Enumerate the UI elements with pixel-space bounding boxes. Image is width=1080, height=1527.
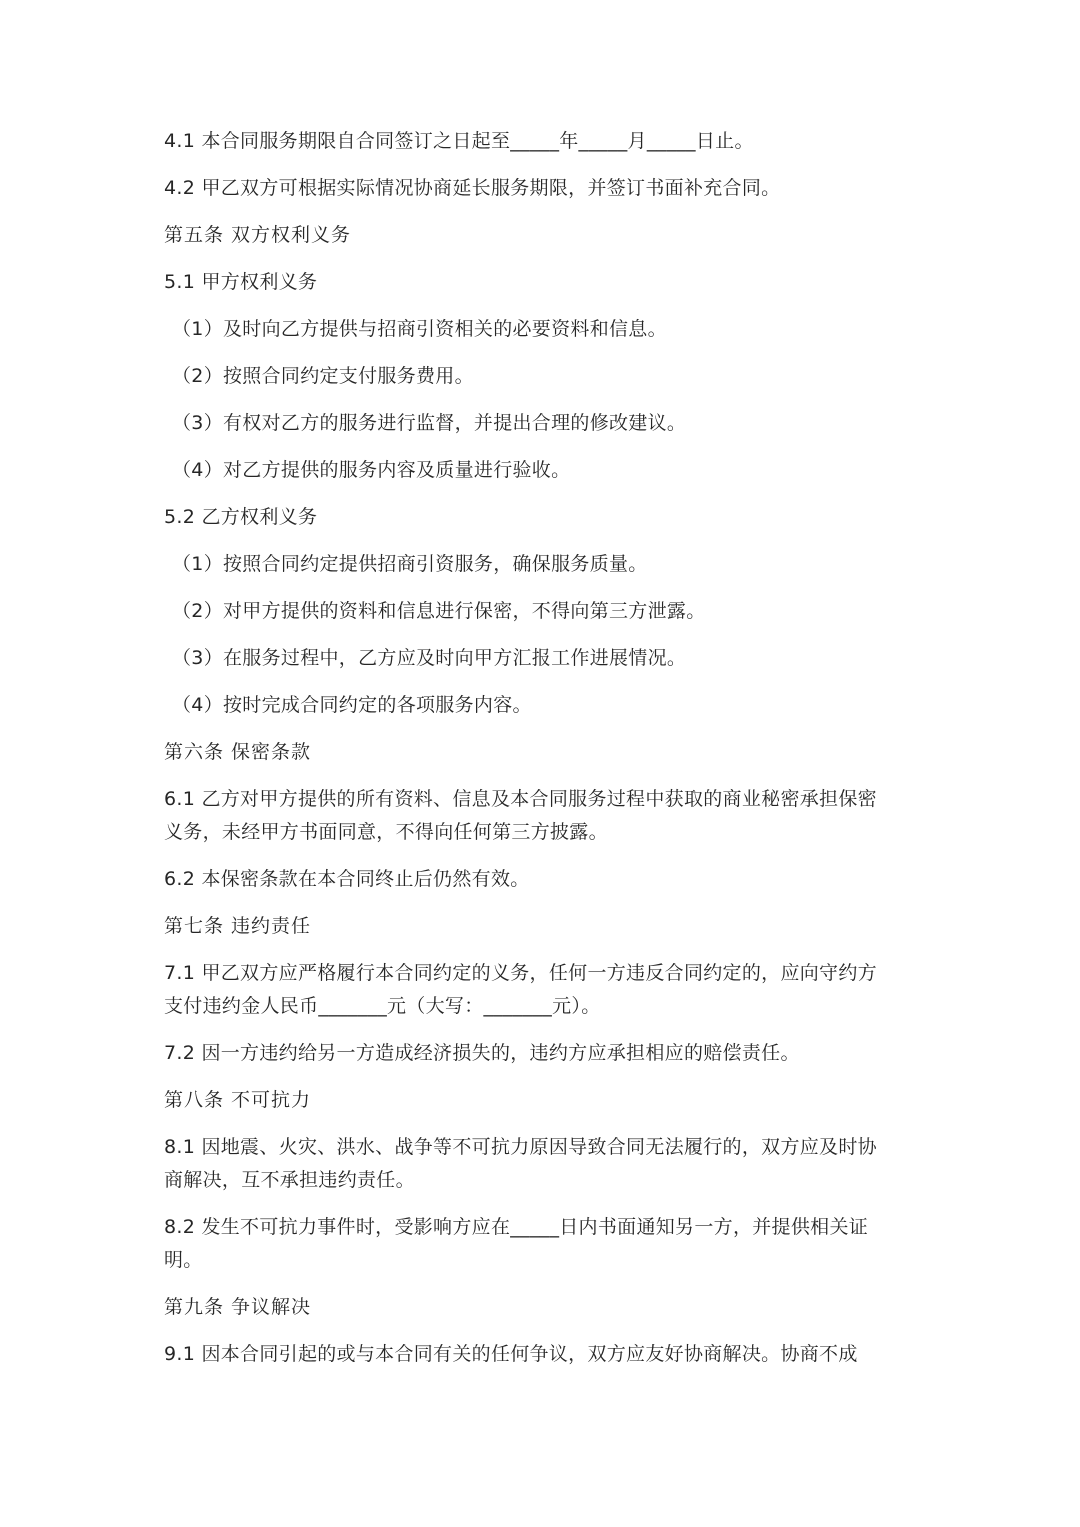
clause-8-1-line-1: 8.1 因地震、火灾、洪水、战争等不可抗力原因导致合同无法履行的，双方应及时协 [164,1136,877,1158]
article-9-heading: 第九条 争议解决 [164,1296,312,1318]
clause-5-1-item-1: （1）及时向乙方提供与招商引资相关的必要资料和信息。 [172,318,667,340]
clause-4-2: 4.2 甲乙双方可根据实际情况协商延长服务期限，并签订书面补充合同。 [164,177,781,199]
clause-5-1-heading: 5.1 甲方权利义务 [164,271,318,293]
clause-8-1 [164,1131,904,1197]
clause-4-1: 4.1 本合同服务期限自合同签订之日起至_____年_____月_____日止。 [164,130,754,152]
article-7-heading: 第七条 违约责任 [164,915,312,937]
clause-6-2: 6.2 本保密条款在本合同终止后仍然有效。 [164,868,530,890]
clause-7-1 [164,957,904,1023]
clause-5-2-item-1: （1）按照合同约定提供招商引资服务，确保服务质量。 [172,553,648,575]
clause-5-2-item-2: （2）对甲方提供的资料和信息进行保密，不得向第三方泄露。 [172,600,706,622]
clause-7-1-line-1: 7.1 甲乙双方应严格履行本合同约定的义务，任何一方违反合同约定的，应向守约方 [164,962,877,984]
clause-6-1-line-2: 义务，未经甲方书面同意，不得向任何第三方披露。 [164,821,608,843]
clause-5-1-item-2: （2）按照合同约定支付服务费用。 [172,365,474,387]
clause-8-2 [164,1211,904,1277]
clause-6-1 [164,783,904,849]
clause-6-1-line-1: 6.1 乙方对甲方提供的所有资料、信息及本合同服务过程中获取的商业秘密承担保密 [164,788,877,810]
clause-5-2-item-3: （3）在服务过程中，乙方应及时向甲方汇报工作进展情况。 [172,647,687,669]
article-8-heading: 第八条 不可抗力 [164,1089,312,1111]
clause-5-1-item-4: （4）对乙方提供的服务内容及质量进行验收。 [172,459,571,481]
clause-8-2-line-2: 明。 [164,1249,203,1271]
clause-8-1-line-2: 商解决，互不承担违约责任。 [164,1169,415,1191]
clause-7-2: 7.2 因一方违约给另一方造成经济损失的，违约方应承担相应的赔偿责任。 [164,1042,800,1064]
clause-5-1-item-3: （3）有权对乙方的服务进行监督，并提出合理的修改建议。 [172,412,687,434]
clause-7-1-line-2: 支付违约金人民币_______元（大写：_______元）。 [164,995,601,1017]
clause-5-2-item-4: （4）按时完成合同约定的各项服务内容。 [172,694,532,716]
clause-5-2-heading: 5.2 乙方权利义务 [164,506,318,528]
clause-9-1: 9.1 因本合同引起的或与本合同有关的任何争议，双方应友好协商解决。协商不成 [164,1343,858,1365]
article-6-heading: 第六条 保密条款 [164,741,312,763]
contract-page [164,125,904,1385]
clause-8-2-line-1: 8.2 发生不可抗力事件时，受影响方应在_____日内书面通知另一方，并提供相关证 [164,1216,869,1238]
article-5-heading: 第五条 双方权利义务 [164,224,352,246]
